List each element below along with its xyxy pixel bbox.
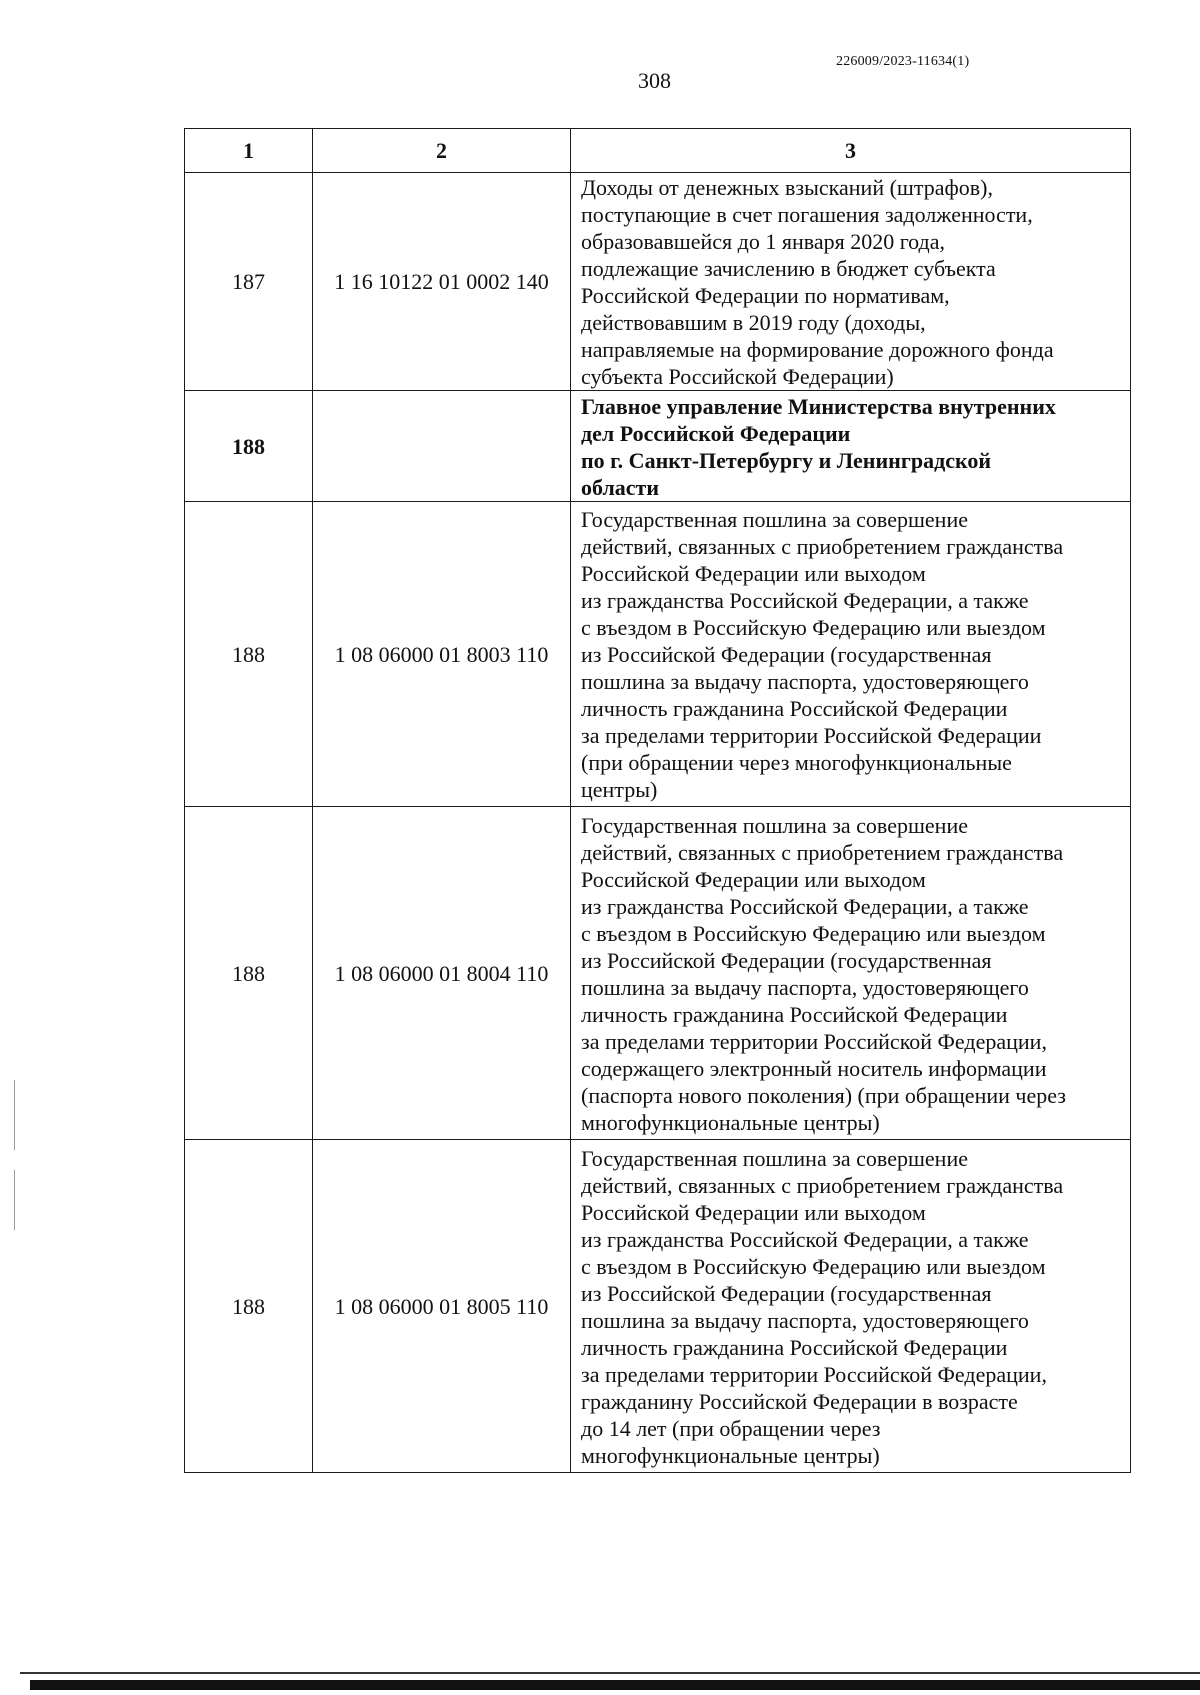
table-row bbox=[185, 807, 1131, 1140]
kbk-code-cell: 1 08 06000 01 8005 110 bbox=[313, 1140, 571, 1473]
table-row bbox=[185, 173, 1131, 391]
scan-edge-mark bbox=[14, 1080, 15, 1150]
scan-border-line bbox=[20, 1672, 1200, 1674]
column-header-1: 1 bbox=[185, 129, 313, 173]
budget-revenue-table bbox=[184, 128, 1131, 1473]
kbk-code-cell: 1 08 06000 01 8004 110 bbox=[313, 807, 571, 1140]
table-header-row bbox=[185, 129, 1131, 173]
description-cell: Доходы от денежных взысканий (штрафов), поступающие в счет погашения задолженности, образовавшейся до 1 января 2020 года, подлежащие зачислению в бюджет субъекта Российской Федерации по нормативам, действовавшим в 2019 году (доходы, направляемые на формирование дорожного фонда субъекта Российской Федерации) bbox=[571, 173, 1131, 391]
scan-edge-mark bbox=[14, 1170, 15, 1230]
page-number: 308 bbox=[638, 68, 671, 93]
admin-code-cell: 188 bbox=[185, 391, 313, 502]
kbk-code-cell: 1 08 06000 01 8003 110 bbox=[313, 502, 571, 807]
table-row bbox=[185, 502, 1131, 807]
scan-border-bar bbox=[30, 1680, 1200, 1690]
column-header-3: 3 bbox=[571, 129, 1131, 173]
description-cell: Государственная пошлина за совершение действий, связанных с приобретением гражданства Российской Федерации или выходом из гражданства Российской Федерации, а также с въездом в Российскую Федерацию или выездом из Российской Федерации (государственная пошлина за выдачу паспорта, удостоверяющего личность гражданина Российской Федерации за пределами территории Российской Федерации, содержащего электронный носитель информации (паспорта нового поколения) (при обращении через многофункциональные центры) bbox=[571, 807, 1131, 1140]
description-cell: Государственная пошлина за совершение действий, связанных с приобретением гражданства Российской Федерации или выходом из гражданства Российской Федерации, а также с въездом в Российскую Федерацию или выездом из Российской Федерации (государственная пошлина за выдачу паспорта, удостоверяющего личность гражданина Российской Федерации за пределами территории Российской Федерации (при обращении через многофункциональные центры) bbox=[571, 502, 1131, 807]
column-header-2: 2 bbox=[313, 129, 571, 173]
admin-code-cell: 188 bbox=[185, 807, 313, 1140]
description-cell: Государственная пошлина за совершение действий, связанных с приобретением гражданства Российской Федерации или выходом из гражданства Российской Федерации, а также с въездом в Российскую Федерацию или выездом из Российской Федерации (государственная пошлина за выдачу паспорта, удостоверяющего личность гражданина Российской Федерации за пределами территории Российской Федерации, гражданину Российской Федерации в возрасте до 14 лет (при обращении через многофункциональные центры) bbox=[571, 1140, 1131, 1473]
kbk-code-cell: 1 16 10122 01 0002 140 bbox=[313, 173, 571, 391]
admin-code-cell: 187 bbox=[185, 173, 313, 391]
kbk-code-cell bbox=[313, 391, 571, 502]
description-cell: Главное управление Министерства внутренних дел Российской Федерации по г. Санкт-Петербургу и Ленинградской области bbox=[571, 391, 1131, 502]
admin-code-cell: 188 bbox=[185, 1140, 313, 1473]
admin-code-cell: 188 bbox=[185, 502, 313, 807]
table-row bbox=[185, 391, 1131, 502]
table-row bbox=[185, 1140, 1131, 1473]
document-number: 226009/2023-11634(1) bbox=[836, 54, 970, 69]
